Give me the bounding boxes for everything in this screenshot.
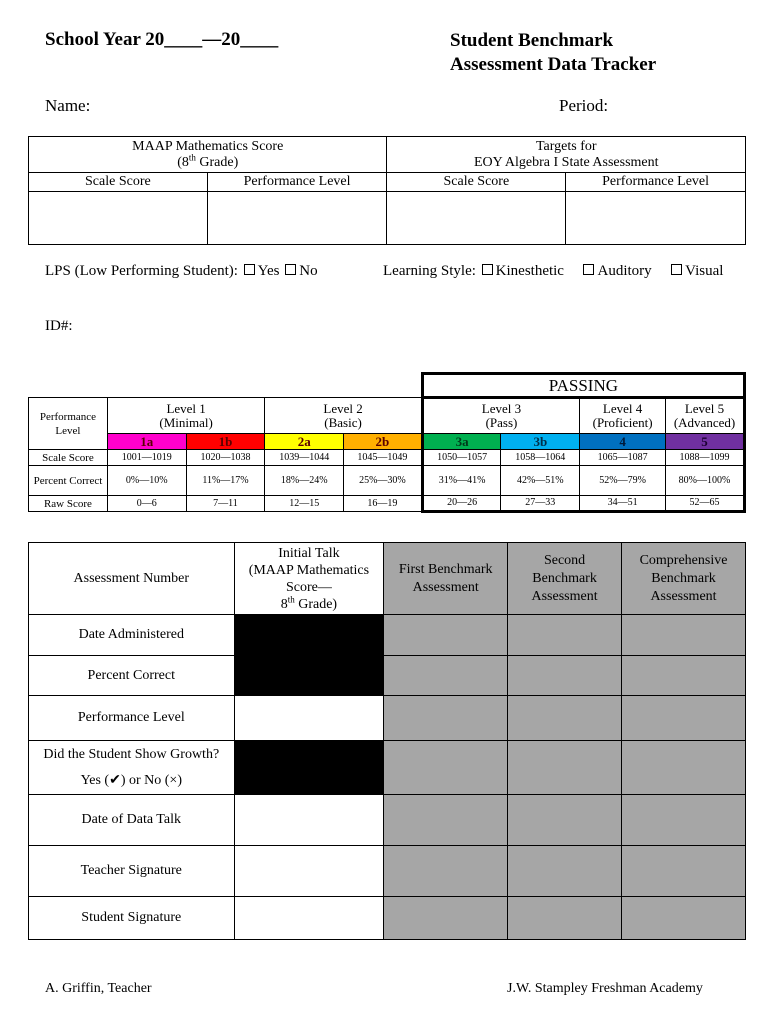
row-performance-level: Performance Level <box>29 696 235 741</box>
second-date-cell[interactable] <box>508 615 622 656</box>
comprehensive-teacher-sig-cell[interactable] <box>622 846 746 897</box>
raw-score-label: Raw Score <box>29 496 108 512</box>
first-percent-cell[interactable] <box>384 656 508 696</box>
lps-yes-checkbox[interactable] <box>244 264 255 275</box>
row-percent-correct: Percent Correct <box>29 656 235 696</box>
row-date-administered: Date Administered <box>29 615 235 656</box>
first-level-cell[interactable] <box>384 696 508 741</box>
level-2-header: Level 2 (Basic) <box>265 398 422 434</box>
row-date-of-data-talk: Date of Data Talk <box>29 795 235 846</box>
row-growth: Did the Student Show Growth? Yes (✔) or No (×) <box>29 741 235 795</box>
initial-growth-cell <box>234 741 384 795</box>
scale-1b: 1020—1038 <box>186 450 265 466</box>
row-student-signature: Student Signature <box>29 897 235 940</box>
initial-data-talk-cell[interactable] <box>234 795 384 846</box>
sublevel-2b: 2b <box>344 434 423 450</box>
initial-teacher-sig-cell[interactable] <box>234 846 384 897</box>
raw-5: 52—65 <box>666 496 745 512</box>
second-student-sig-cell[interactable] <box>508 897 622 940</box>
visual-checkbox[interactable] <box>671 264 682 275</box>
comprehensive-date-cell[interactable] <box>622 615 746 656</box>
col-scale-score: Scale Score <box>29 173 208 192</box>
kinesthetic-checkbox[interactable] <box>482 264 493 275</box>
scale-score-label: Scale Score <box>29 450 108 466</box>
percent-4: 52%—79% <box>580 466 666 496</box>
passing-label: PASSING <box>422 374 744 398</box>
maap-header: MAAP Mathematics Score (8th Grade) <box>29 137 387 173</box>
raw-3a: 20—26 <box>422 496 501 512</box>
col-target-scale-score: Scale Score <box>387 173 566 192</box>
percent-3b: 42%—51% <box>501 466 580 496</box>
school-year: School Year 20____—20____ <box>45 29 279 50</box>
raw-2a: 12—15 <box>265 496 344 512</box>
performance-level-label: Performance Level <box>29 398 108 450</box>
scale-1a: 1001—1019 <box>107 450 186 466</box>
scale-2a: 1039—1044 <box>265 450 344 466</box>
scale-3a: 1050—1057 <box>422 450 501 466</box>
level-4-header: Level 4 (Proficient) <box>580 398 666 434</box>
second-teacher-sig-cell[interactable] <box>508 846 622 897</box>
maap-score-table <box>28 136 746 245</box>
sublevel-3a: 3a <box>422 434 501 450</box>
period-label: Period: <box>559 96 609 115</box>
col-performance-level: Performance Level <box>207 173 387 192</box>
scale-5: 1088—1099 <box>666 450 745 466</box>
title-line-1: Student Benchmark <box>450 30 614 51</box>
raw-4: 34—51 <box>580 496 666 512</box>
first-teacher-sig-cell[interactable] <box>384 846 508 897</box>
second-level-cell[interactable] <box>508 696 622 741</box>
comprehensive-level-cell[interactable] <box>622 696 746 741</box>
percent-1b: 11%—17% <box>186 466 265 496</box>
comprehensive-student-sig-cell[interactable] <box>622 897 746 940</box>
performance-level-table <box>28 372 746 513</box>
initial-student-sig-cell[interactable] <box>234 897 384 940</box>
comprehensive-data-talk-cell[interactable] <box>622 795 746 846</box>
scale-2b: 1045—1049 <box>344 450 423 466</box>
targets-header: Targets for EOY Algebra I State Assessment <box>387 137 746 173</box>
target-performance-level-cell[interactable] <box>566 192 746 245</box>
auditory-checkbox[interactable] <box>583 264 594 275</box>
second-growth-cell[interactable] <box>508 741 622 795</box>
percent-1a: 0%—10% <box>107 466 186 496</box>
initial-date-cell <box>234 615 384 656</box>
level-1-header: Level 1 (Minimal) <box>107 398 264 434</box>
sublevel-1a: 1a <box>107 434 186 450</box>
comprehensive-growth-cell[interactable] <box>622 741 746 795</box>
scale-3b: 1058—1064 <box>501 450 580 466</box>
initial-level-cell[interactable] <box>234 696 384 741</box>
lps-option: LPS (Low Performing Student): Yes No <box>45 263 318 279</box>
raw-1a: 0—6 <box>107 496 186 512</box>
col-comprehensive-benchmark: Comprehensive Benchmark Assessment <box>622 543 746 615</box>
title-line-2: Assessment Data Tracker <box>450 54 657 75</box>
name-label: Name: <box>45 96 91 115</box>
percent-3a: 31%—41% <box>422 466 501 496</box>
percent-2b: 25%—30% <box>344 466 423 496</box>
col-target-performance-level: Performance Level <box>566 173 746 192</box>
first-student-sig-cell[interactable] <box>384 897 508 940</box>
scale-4: 1065—1087 <box>580 450 666 466</box>
lps-no-checkbox[interactable] <box>285 264 296 275</box>
percent-correct-label: Percent Correct <box>29 466 108 496</box>
sublevel-3b: 3b <box>501 434 580 450</box>
level-3-header: Level 3 (Pass) <box>422 398 579 434</box>
sublevel-4: 4 <box>580 434 666 450</box>
first-date-cell[interactable] <box>384 615 508 656</box>
col-first-benchmark: First Benchmark Assessment <box>384 543 508 615</box>
col-initial-talk: Initial Talk (MAAP Mathematics Score— 8th Grade) <box>234 543 384 615</box>
initial-percent-cell <box>234 656 384 696</box>
target-scale-score-cell[interactable] <box>387 192 566 245</box>
sublevel-1b: 1b <box>186 434 265 450</box>
row-teacher-signature: Teacher Signature <box>29 846 235 897</box>
performance-level-cell[interactable] <box>207 192 387 245</box>
second-data-talk-cell[interactable] <box>508 795 622 846</box>
raw-1b: 7—11 <box>186 496 265 512</box>
second-percent-cell[interactable] <box>508 656 622 696</box>
footer-school: J.W. Stampley Freshman Academy <box>507 981 703 996</box>
percent-5: 80%—100% <box>666 466 745 496</box>
sublevel-5: 5 <box>666 434 745 450</box>
percent-2a: 18%—24% <box>265 466 344 496</box>
footer-teacher: A. Griffin, Teacher <box>45 981 152 996</box>
level-5-header: Level 5 (Advanced) <box>666 398 745 434</box>
sublevel-2a: 2a <box>265 434 344 450</box>
tracker-table <box>28 542 746 940</box>
comprehensive-percent-cell[interactable] <box>622 656 746 696</box>
id-label: ID#: <box>45 318 73 334</box>
col-second-benchmark: Second Benchmark Assessment <box>508 543 622 615</box>
raw-3b: 27—33 <box>501 496 580 512</box>
page-title <box>450 29 656 77</box>
first-growth-cell[interactable] <box>384 741 508 795</box>
raw-2b: 16—19 <box>344 496 423 512</box>
first-data-talk-cell[interactable] <box>384 795 508 846</box>
learning-style-option: Learning Style: Kinesthetic Auditory Visual <box>383 263 724 279</box>
scale-score-cell[interactable] <box>29 192 208 245</box>
col-assessment-number: Assessment Number <box>29 543 235 615</box>
